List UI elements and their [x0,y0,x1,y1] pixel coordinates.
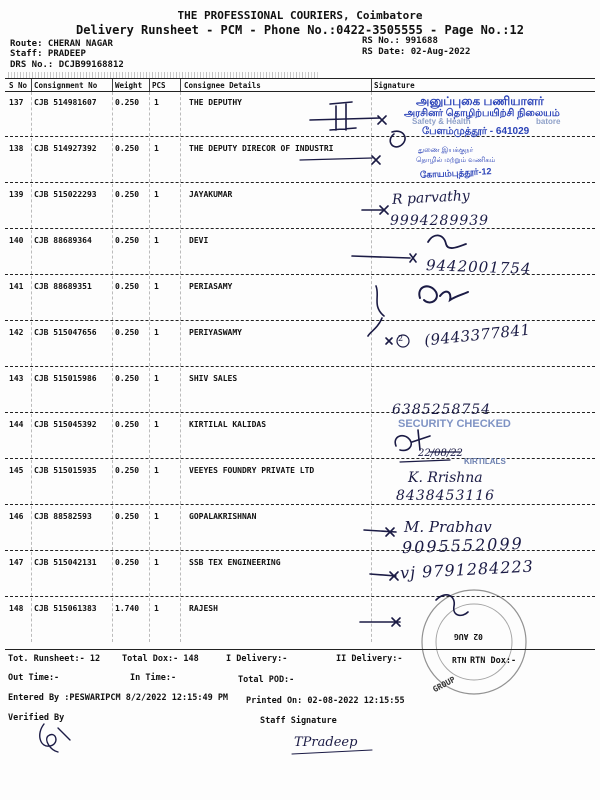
handwritten-phone-140: 9442001754 [425,256,532,278]
return-dox: RTN Dox:- [470,656,517,666]
cell-name: PERIYASWAMY [189,328,242,337]
handwritten-staff-signature: TPradeep [294,735,358,750]
cell-weight: 0.250 [115,558,140,567]
cell-name: GOPALAKRISHNAN [189,512,257,521]
cell-sno: 142 [9,328,24,337]
in-time: In Time:- [130,673,177,683]
cell-name: JAYAKUMAR [189,190,233,199]
handwritten-name-146: M. Prabhav [404,518,492,536]
cell-name: SHIV SALES [189,374,238,383]
col-header-signature: Signature [374,81,415,90]
cell-pcs: 1 [154,282,159,291]
cell-pcs: 1 [154,236,159,245]
handwritten-circle-142: 2 [398,334,404,343]
total-pod: Total POD:- [238,675,295,685]
handwritten-phone-142: (9443377841 [423,320,532,350]
cell-pcs: 1 [154,144,159,153]
entered-by: Entered By :PESWARIPCM 8/2/2022 12:15:49 PM [8,693,229,703]
printed-on: Printed On: 02-08-2022 12:15:55 [246,696,405,706]
cell-name: RAJESH [189,604,218,613]
cell-pcs: 1 [154,466,159,475]
cell-sno: 140 [9,236,24,245]
staff-signature-label: Staff Signature [260,716,337,726]
cell-weight: 0.250 [115,466,140,475]
cell-weight: 0.250 [115,236,140,245]
cell-cno: CJB 88689351 [34,282,92,291]
handwritten-name-145: K. Rrishna [408,470,483,486]
security-checked-stamp: SECURITY CHECKED [398,418,511,430]
cell-sno: 143 [9,374,24,383]
cell-name: THE DEPUTHY [189,98,242,107]
handwritten-phone-147: vj 9791284223 [399,556,535,583]
cell-weight: 0.250 [115,144,140,153]
rs-date: RS Date: 02-Aug-2022 [362,47,471,57]
cell-pcs: 1 [154,328,159,337]
cell-weight: 0.250 [115,328,140,337]
cell-cno: CJB 515022293 [34,190,97,199]
handwritten-phone-146: 9095552099 [401,533,525,558]
cell-pcs: 1 [154,98,159,107]
cell-sno: 144 [9,420,24,429]
col-header-consignment: Consignment No [34,81,98,90]
cell-cno: CJB 515015986 [34,374,97,383]
col-header-sno: S No [9,81,28,90]
cell-cno: CJB 514981607 [34,98,97,107]
runsheet-title: Delivery Runsheet - PCM - Phone No.:0422-3505555 - Page No.:12 [76,23,524,37]
cell-cno: CJB 515042131 [34,558,97,567]
cell-name: SSB TEX ENGINEERING [189,558,281,567]
route-label: Route: CHERAN NAGAR [10,39,113,49]
table-bottom-rule [5,649,595,650]
cell-name: THE DEPUTY DIRECOR OF INDUSTRI [189,144,334,153]
cell-name: VEEYES FOUNDRY PRIVATE LTD [189,466,315,475]
stamp-1-line-3: பேளம்முத்தூர் - 641029 [422,126,530,137]
stamp-2-line-3: கோயம்புத்தூர்-12 [419,166,492,180]
first-delivery: I Delivery:- [226,654,288,664]
cell-pcs: 1 [154,558,159,567]
cell-pcs: 1 [154,604,159,613]
cell-pcs: 1 [154,190,159,199]
stamp-1-overlay: Safety & Health [412,117,471,126]
cell-cno: CJB 515047656 [34,328,97,337]
round-stamp-group: GROUP [431,674,457,695]
cell-sno: 145 [9,466,24,475]
handwritten-phone-145: 8438453116 [396,488,496,504]
total-runsheet: Tot. Runsheet:- 12 [8,654,101,664]
drs-number: DRS No.: DCJB99168812 [10,60,124,70]
cell-cno: CJB 515045392 [34,420,97,429]
out-time: Out Time:- [8,673,60,683]
handwritten-name-139: R parvathy [391,187,471,209]
handwritten-date-144: 22/08/22 [418,448,463,459]
cell-sno: 137 [9,98,24,107]
cell-weight: 0.250 [115,512,140,521]
cell-name: DEVI [189,236,209,245]
kirtilal-stamp: KIRTILALS [464,457,506,466]
cell-name: KIRTILAL KALIDAS [189,420,267,429]
handwritten-phone-143: 6385258754 [392,402,492,418]
verified-by-label: Verified By [8,713,65,723]
round-stamp-rtn: RTN [452,656,467,665]
stamp-1-overlay-2: batore [536,117,561,126]
col-header-weight: Weight [115,81,143,90]
cell-cno: CJB 88689364 [34,236,92,245]
col-header-details: Consignee Details [184,81,261,90]
cell-sno: 148 [9,604,24,613]
cell-sno: 138 [9,144,24,153]
cell-cno: CJB 515015935 [34,466,97,475]
cell-sno: 147 [9,558,24,567]
stamp-2-line-2: தொழில் மற்றும் வணிகம் [416,157,496,164]
cell-weight: 0.250 [115,98,140,107]
stamp-2-line-1: துணை இயக்குநர் [418,147,474,154]
cell-pcs: 1 [154,512,159,521]
second-delivery: II Delivery:- [336,654,403,664]
company-name: THE PROFESSIONAL COURIERS, Coimbatore [177,9,423,22]
cell-weight: 0.250 [115,282,140,291]
cell-weight: 0.250 [115,374,140,383]
round-stamp-date: 02 AUG [454,632,483,641]
cell-pcs: 1 [154,420,159,429]
cell-cno: CJB 514927392 [34,144,97,153]
cell-weight: 0.250 [115,420,140,429]
cell-name: PERIASAMY [189,282,233,291]
cell-cno: CJB 515061383 [34,604,97,613]
cell-sno: 146 [9,512,24,521]
cell-weight: 0.250 [115,190,140,199]
stamp-1-line-1: அனுப்புகை பணியாளர் [416,94,544,108]
stamp-1-line-2: அரசினர் தொழிற்பயிற்சி நிலையம் [404,108,560,119]
cell-weight: 1.740 [115,604,140,613]
cell-cno: CJB 88582593 [34,512,92,521]
cell-sno: 141 [9,282,24,291]
col-header-pcs: PCS [152,81,166,90]
cell-sno: 139 [9,190,24,199]
total-dox: Total Dox:- 148 [122,654,199,664]
staff-label: Staff: PRADEEP [10,49,86,59]
cell-pcs: 1 [154,374,159,383]
handwritten-phone-139: 9994289939 [390,213,490,229]
rs-number: RS No.: 991688 [362,36,438,46]
